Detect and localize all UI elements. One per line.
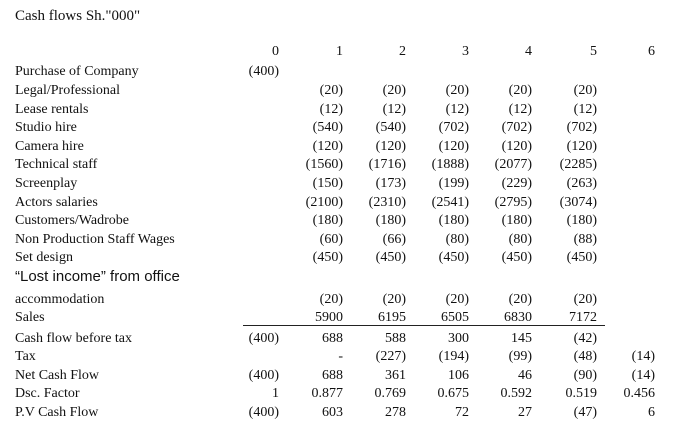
table-cell: (400) xyxy=(248,405,279,420)
table-cell: (1560) xyxy=(305,157,343,172)
table-cell: (180) xyxy=(312,213,343,228)
row-label: Lease rentals xyxy=(15,102,89,117)
period-header: 3 xyxy=(462,44,469,59)
row-label: Tax xyxy=(15,349,36,364)
table-cell: (194) xyxy=(438,349,469,364)
row-label: Sales xyxy=(15,310,45,325)
table-cell: (2077) xyxy=(494,157,532,172)
table-cell: (3074) xyxy=(559,195,597,210)
table-cell: (20) xyxy=(445,292,469,307)
row-label: Purchase of Company xyxy=(15,64,139,79)
table-cell: (180) xyxy=(438,213,469,228)
table-cell: (120) xyxy=(438,139,469,154)
table-cell: (90) xyxy=(573,368,597,383)
table-cell: (180) xyxy=(501,213,532,228)
table-cell: 27 xyxy=(518,405,532,420)
row-label: Customers/Wadrobe xyxy=(15,213,129,228)
table-cell: (120) xyxy=(566,139,597,154)
table-cell: 0.675 xyxy=(437,386,469,401)
table-cell: (2285) xyxy=(559,157,597,172)
table-cell: (227) xyxy=(375,349,406,364)
table-cell: 6195 xyxy=(378,310,406,325)
table-cell: (229) xyxy=(501,176,532,191)
table-cell: 6830 xyxy=(504,310,532,325)
table-cell: 0.877 xyxy=(311,386,343,401)
period-header: 2 xyxy=(399,44,406,59)
table-cell: (12) xyxy=(573,102,597,117)
table-cell: (88) xyxy=(573,232,597,247)
table-cell: (173) xyxy=(375,176,406,191)
row-label: Non Production Staff Wages xyxy=(15,232,175,247)
subtotal-rule xyxy=(243,325,605,326)
table-cell: 106 xyxy=(448,368,469,383)
row-label: Set design xyxy=(15,250,73,265)
table-cell: (120) xyxy=(375,139,406,154)
table-cell: 0.769 xyxy=(374,386,406,401)
table-cell: 5900 xyxy=(315,310,343,325)
table-cell: (2541) xyxy=(431,195,469,210)
table-cell: (199) xyxy=(438,176,469,191)
table-cell: (150) xyxy=(312,176,343,191)
row-label: Cash flow before tax xyxy=(15,331,133,346)
table-cell: 688 xyxy=(322,331,343,346)
table-cell: (450) xyxy=(438,250,469,265)
row-label: “Lost income” from office xyxy=(15,268,180,285)
row-label: accommodation xyxy=(15,292,105,307)
table-cell: (20) xyxy=(445,83,469,98)
table-cell: (400) xyxy=(248,368,279,383)
table-cell: (12) xyxy=(508,102,532,117)
table-cell: (120) xyxy=(312,139,343,154)
table-cell: (540) xyxy=(312,120,343,135)
table-cell: (20) xyxy=(573,83,597,98)
table-cell: (702) xyxy=(566,120,597,135)
period-header: 1 xyxy=(336,44,343,59)
table-cell: (450) xyxy=(501,250,532,265)
table-cell: (20) xyxy=(508,292,532,307)
table-cell: (450) xyxy=(312,250,343,265)
table-cell: (1716) xyxy=(368,157,406,172)
table-cell: 688 xyxy=(322,368,343,383)
table-cell: (12) xyxy=(445,102,469,117)
period-header: 6 xyxy=(648,44,655,59)
table-cell: 0.592 xyxy=(500,386,532,401)
table-cell: (66) xyxy=(382,232,406,247)
table-cell: (20) xyxy=(573,292,597,307)
table-cell: (20) xyxy=(382,83,406,98)
table-cell: 7172 xyxy=(569,310,597,325)
row-label: P.V Cash Flow xyxy=(15,405,99,420)
table-cell: 6505 xyxy=(441,310,469,325)
table-cell: (2310) xyxy=(368,195,406,210)
table-cell: (180) xyxy=(375,213,406,228)
table-cell: (20) xyxy=(319,292,343,307)
table-cell: 6 xyxy=(648,405,655,420)
table-cell: 588 xyxy=(385,331,406,346)
table-cell: (20) xyxy=(382,292,406,307)
row-label: Dsc. Factor xyxy=(15,386,80,401)
table-cell: 603 xyxy=(322,405,343,420)
table-cell: (80) xyxy=(508,232,532,247)
table-cell: (60) xyxy=(319,232,343,247)
table-cell: (47) xyxy=(573,405,597,420)
table-cell: (400) xyxy=(248,64,279,79)
period-header: 5 xyxy=(590,44,597,59)
table-title: Cash flows Sh."000" xyxy=(15,8,141,24)
table-cell: (99) xyxy=(508,349,532,364)
table-cell: (120) xyxy=(501,139,532,154)
table-cell: (263) xyxy=(566,176,597,191)
table-cell: (12) xyxy=(319,102,343,117)
table-cell: 145 xyxy=(511,331,532,346)
period-header: 4 xyxy=(525,44,532,59)
table-cell: (2100) xyxy=(305,195,343,210)
row-label: Actors salaries xyxy=(15,195,98,210)
table-cell: (1888) xyxy=(431,157,469,172)
table-cell: (42) xyxy=(573,331,597,346)
table-cell: (14) xyxy=(631,368,655,383)
table-cell: (80) xyxy=(445,232,469,247)
table-cell: (400) xyxy=(248,331,279,346)
table-cell: 278 xyxy=(385,405,406,420)
table-cell: 361 xyxy=(385,368,406,383)
period-header: 0 xyxy=(272,44,279,59)
table-cell: (20) xyxy=(508,83,532,98)
table-cell: 1 xyxy=(272,386,279,401)
row-label: Screenplay xyxy=(15,176,78,191)
table-cell: 72 xyxy=(455,405,469,420)
table-cell: (20) xyxy=(319,83,343,98)
table-cell: (180) xyxy=(566,213,597,228)
row-label: Camera hire xyxy=(15,139,84,154)
table-cell: 0.519 xyxy=(565,386,597,401)
table-cell: (702) xyxy=(438,120,469,135)
table-cell: (14) xyxy=(631,349,655,364)
table-cell: (2795) xyxy=(494,195,532,210)
row-label: Technical staff xyxy=(15,157,98,172)
row-label: Studio hire xyxy=(15,120,77,135)
table-cell: (450) xyxy=(375,250,406,265)
table-cell: (702) xyxy=(501,120,532,135)
table-cell: - xyxy=(338,349,343,364)
row-label: Net Cash Flow xyxy=(15,368,99,383)
table-cell: (540) xyxy=(375,120,406,135)
table-cell: 300 xyxy=(448,331,469,346)
table-cell: (12) xyxy=(382,102,406,117)
row-label: Legal/Professional xyxy=(15,83,120,98)
table-cell: 46 xyxy=(518,368,532,383)
table-cell: (450) xyxy=(566,250,597,265)
table-cell: (48) xyxy=(573,349,597,364)
table-cell: 0.456 xyxy=(623,386,655,401)
